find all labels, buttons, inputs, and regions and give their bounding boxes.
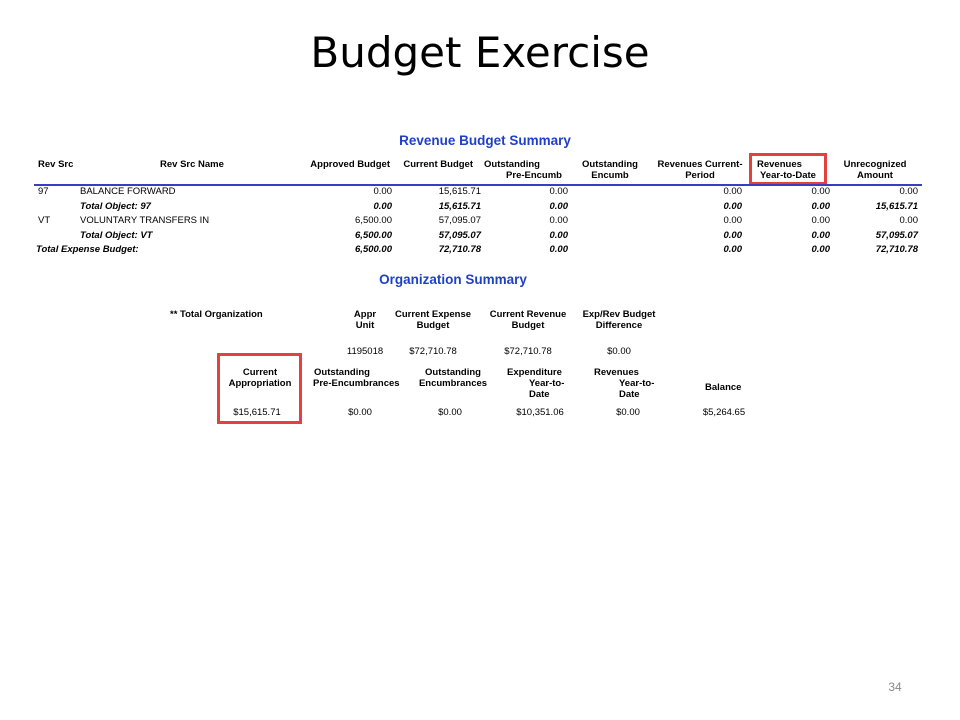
value-outstanding-pre-encumbrances: $0.00: [348, 407, 372, 418]
header-current-revenue-line1: Current Revenue: [489, 309, 567, 320]
revenues-ytd-highlight-box: [749, 153, 827, 185]
cell-rev-current-period: 0.00: [723, 244, 742, 255]
header-appr-unit-line2: Unit: [355, 320, 375, 331]
header-current-appropriation-line1: Current: [242, 367, 278, 378]
header-expenditure-ytd-line2: Year-to-: [529, 378, 565, 389]
header-revenues-ytd-line3: Date: [619, 389, 640, 400]
cell-rev-ytd: 0.00: [811, 244, 830, 255]
header-rev-current-period-line1: Revenues Current-: [657, 159, 743, 170]
cell-approved-budget: 0.00: [373, 200, 392, 212]
header-outstanding-pre-line2: Pre-Encumb: [506, 170, 562, 181]
header-current-revenue-line2: Budget: [511, 320, 545, 331]
header-revenues-ytd-line1: Revenues: [594, 367, 639, 378]
revenue-summary-title: Revenue Budget Summary: [399, 133, 571, 148]
header-approved-budget: Approved Budget: [310, 159, 390, 170]
cell-outstanding-pre: 0.00: [549, 244, 568, 255]
header-rev-src: Rev Src: [38, 159, 74, 170]
value-revenues-ytd: $0.00: [616, 407, 640, 418]
header-difference-line1: Exp/Rev Budget: [582, 309, 656, 320]
header-expenditure-ytd-line1: Expenditure: [507, 367, 562, 378]
header-outstanding-encumbrances-line1: Outstanding: [425, 367, 481, 378]
header-outstanding-pre-line1: Outstanding: [484, 159, 540, 170]
header-appr-unit-line1: Appr: [353, 309, 377, 320]
header-current-appropriation-line2: Appropriation: [228, 378, 292, 389]
cell-rev-current-period: 0.00: [723, 200, 742, 212]
total-organization-label: ** Total Organization: [170, 309, 263, 320]
header-outstanding-enc-line1: Outstanding: [582, 159, 638, 170]
organization-summary-title: Organization Summary: [379, 272, 527, 287]
header-rev-current-period-line2: Period: [685, 170, 715, 181]
page-number: 34: [888, 680, 902, 694]
cell-approved-budget: 6,500.00: [355, 244, 392, 255]
cell-rev-ytd: 0.00: [811, 229, 830, 241]
value-balance: $5,264.65: [702, 407, 746, 418]
cell-outstanding-pre: 0.00: [549, 215, 568, 226]
cell-rev-src: 97: [38, 186, 49, 197]
cell-rev-current-period: 0.00: [723, 229, 742, 241]
cell-outstanding-pre: 0.00: [549, 200, 568, 212]
cell-rev-ytd: 0.00: [811, 200, 830, 212]
cell-rev-src-name: Total Object: VT: [80, 229, 153, 241]
header-unrecognized-line2: Amount: [857, 170, 893, 181]
header-revenues-ytd-line2: Year-to-: [619, 378, 655, 389]
cell-current-budget: 72,710.78: [438, 244, 481, 255]
cell-current-budget: 15,615.71: [438, 186, 481, 197]
cell-rev-src-name: Total Object: 97: [80, 200, 151, 212]
header-current-expense-line1: Current Expense: [394, 309, 472, 320]
cell-approved-budget: 6,500.00: [355, 229, 392, 241]
header-outstanding-encumbrances-line2: Encumbrances: [418, 378, 488, 389]
header-expenditure-ytd-line3: Date: [529, 389, 550, 400]
header-outstanding-enc-line2: Encumb: [591, 170, 629, 181]
cell-current-budget: 57,095.07: [438, 229, 481, 241]
cell-rev-ytd: 0.00: [811, 215, 830, 226]
cell-unrecognized: 72,710.78: [875, 244, 918, 255]
value-current-expense: $72,710.78: [409, 346, 457, 357]
header-unrecognized-line1: Unrecognized: [843, 159, 907, 170]
cell-unrecognized: 0.00: [899, 186, 918, 197]
value-current-appropriation: $15,615.71: [233, 407, 281, 418]
header-rev-src-name: Rev Src Name: [160, 159, 224, 170]
header-balance: Balance: [705, 382, 742, 393]
cell-rev-current-period: 0.00: [723, 186, 742, 197]
cell-approved-budget: 6,500.00: [355, 215, 392, 226]
header-difference-line2: Difference: [595, 320, 643, 331]
slide-title: Budget Exercise: [310, 28, 650, 77]
header-outstanding-pre-enc-line2: Pre-Encumbrances: [313, 378, 400, 389]
header-rev-ytd-line2: Year-to-Date: [760, 170, 816, 181]
cell-unrecognized: 0.00: [899, 215, 918, 226]
value-difference: $0.00: [607, 346, 631, 357]
value-current-revenue: $72,710.78: [504, 346, 552, 357]
value-outstanding-encumbrances: $0.00: [438, 407, 462, 418]
cell-current-budget: 15,615.71: [438, 200, 481, 212]
cell-outstanding-pre: 0.00: [549, 229, 568, 241]
header-rev-ytd-line1: Revenues: [757, 159, 802, 170]
cell-approved-budget: 0.00: [373, 186, 392, 197]
value-expenditure-ytd: $10,351.06: [516, 407, 564, 418]
value-appr-unit: 1195018: [346, 346, 384, 357]
header-current-expense-line2: Budget: [416, 320, 450, 331]
header-current-budget: Current Budget: [403, 159, 473, 170]
cell-rev-ytd: 0.00: [811, 186, 830, 197]
cell-outstanding-pre: 0.00: [549, 186, 568, 197]
cell-rev-src: VT: [38, 215, 51, 226]
cell-rev-src-name: Total Expense Budget:: [36, 244, 139, 255]
cell-current-budget: 57,095.07: [438, 215, 481, 226]
cell-rev-current-period: 0.00: [723, 215, 742, 226]
cell-rev-src-name: BALANCE FORWARD: [80, 186, 176, 197]
header-outstanding-pre-enc-line1: Outstanding: [314, 367, 370, 378]
cell-rev-src-name: VOLUNTARY TRANSFERS IN: [80, 215, 210, 226]
cell-unrecognized: 57,095.07: [875, 229, 918, 241]
cell-unrecognized: 15,615.71: [875, 200, 918, 212]
